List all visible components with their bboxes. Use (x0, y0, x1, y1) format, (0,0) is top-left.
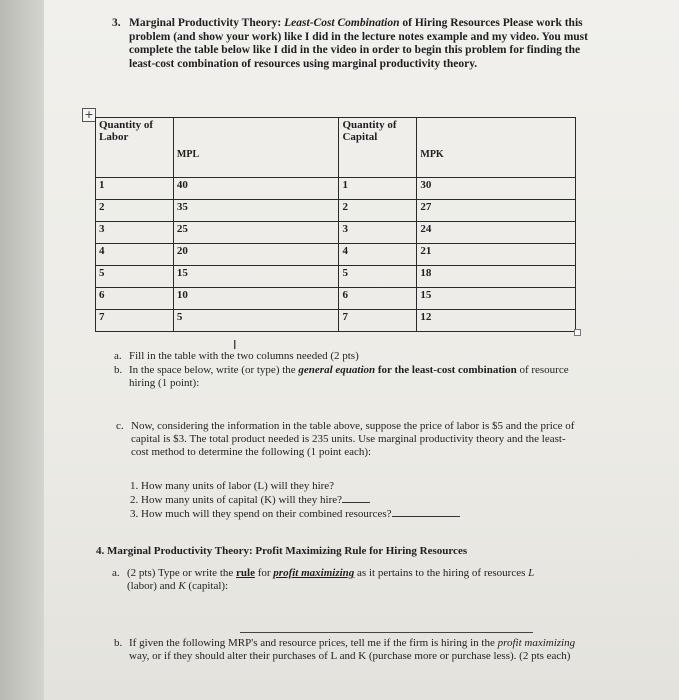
cell-labor[interactable]: 1 (96, 178, 174, 200)
cell-labor[interactable]: 6 (96, 288, 174, 310)
cell-labor[interactable]: 7 (96, 310, 174, 332)
cell-labor[interactable]: 2 (96, 200, 174, 222)
table-resize-handle[interactable] (574, 329, 581, 336)
subquestion-1: 1. How many units of labor (L) will they hire? (130, 480, 335, 492)
cell-mpl[interactable]: 20 (173, 244, 339, 266)
cell-mpl[interactable]: 5 (173, 310, 339, 332)
item-b: b. In the space below, write (or type) the general equation for the least-cost combination of resource hiring (1 point): (114, 364, 569, 389)
table-row (96, 200, 576, 222)
cell-capital[interactable]: 6 (339, 288, 417, 310)
cell-mpk[interactable]: 27 (417, 200, 576, 222)
cell-mpk[interactable]: 18 (417, 266, 576, 288)
subquestion-3: 3. How much will they spend on their combined resources? (130, 507, 460, 521)
table-header-row (96, 118, 576, 178)
subquestion-2: 2. How many units of capital (K) will they hire? (130, 493, 460, 507)
cell-mpk[interactable]: 15 (417, 288, 576, 310)
answer-line[interactable] (240, 632, 533, 633)
cell-labor[interactable]: 4 (96, 244, 174, 266)
cell-capital[interactable]: 1 (339, 178, 417, 200)
table-row (96, 266, 576, 288)
cell-mpl[interactable]: 10 (173, 288, 339, 310)
cell-capital[interactable]: 3 (339, 222, 417, 244)
cell-labor[interactable]: 3 (96, 222, 174, 244)
table-row (96, 244, 576, 266)
table-row (96, 178, 576, 200)
question-4-title: 4. Marginal Productivity Theory: Profit Maximizing Rule for Hiring Resources (96, 545, 468, 557)
item-c: c. Now, considering the information in the table above, suppose the price of labor is $5 and the price of capital is $3. The total product needed is 235 units. Use marginal productivity theory and the least-cost method to determine the following (1 point each): (116, 420, 575, 458)
cell-mpk[interactable]: 12 (417, 310, 576, 332)
table-row (96, 222, 576, 244)
question-3 (112, 17, 592, 71)
header-mpl: MPL (173, 118, 339, 178)
cell-mpk[interactable]: 24 (417, 222, 576, 244)
answer-blank[interactable] (342, 493, 370, 503)
cell-labor[interactable]: 5 (96, 266, 174, 288)
cell-capital[interactable]: 7 (339, 310, 417, 332)
table-row (96, 288, 576, 310)
cell-mpl[interactable]: 40 (173, 178, 339, 200)
item-a: a. Fill in the table with the two columns needed (2 pts) (114, 350, 359, 362)
question-3-text: Marginal Productivity Theory: Least-Cost Combination of Hiring Resources Please work this problem (and show your work) like I did in the lecture notes example and my video. You must complete the table below like I did in the video in order to begin this problem for finding the least-cost combination of resources using marginal productivity theory. (129, 17, 588, 70)
header-quantity-labor: Quantity of Labor (96, 118, 174, 178)
question-3-number: 3. (112, 17, 121, 29)
item-c-subquestions (130, 480, 460, 521)
page-shadow (0, 0, 46, 700)
cell-mpl[interactable]: 15 (173, 266, 339, 288)
table-row (96, 310, 576, 332)
cell-capital[interactable]: 2 (339, 200, 417, 222)
text-cursor-icon: I (233, 338, 237, 352)
cell-mpl[interactable]: 25 (173, 222, 339, 244)
q4-item-a: a. (2 pts) Type or write the rule for profit maximizing as it pertains to the hiring of resources L (labor) and K (capital): (112, 567, 535, 592)
marginal-product-table[interactable] (95, 117, 576, 332)
cell-capital[interactable]: 5 (339, 266, 417, 288)
answer-blank[interactable] (392, 507, 460, 517)
cell-mpk[interactable]: 21 (417, 244, 576, 266)
cell-mpl[interactable]: 35 (173, 200, 339, 222)
header-quantity-capital: Quantity of Capital (339, 118, 417, 178)
q4-item-b: b. If given the following MRP's and resource prices, tell me if the firm is hiring in the profit maximizing way, or if they should alter their purchases of L and K (purchase more or purchase less). (2 pts each) (114, 637, 576, 662)
cell-mpk[interactable]: 30 (417, 178, 576, 200)
cell-capital[interactable]: 4 (339, 244, 417, 266)
header-mpk: MPK (417, 118, 576, 178)
table-move-handle-icon[interactable]: + (82, 108, 96, 122)
